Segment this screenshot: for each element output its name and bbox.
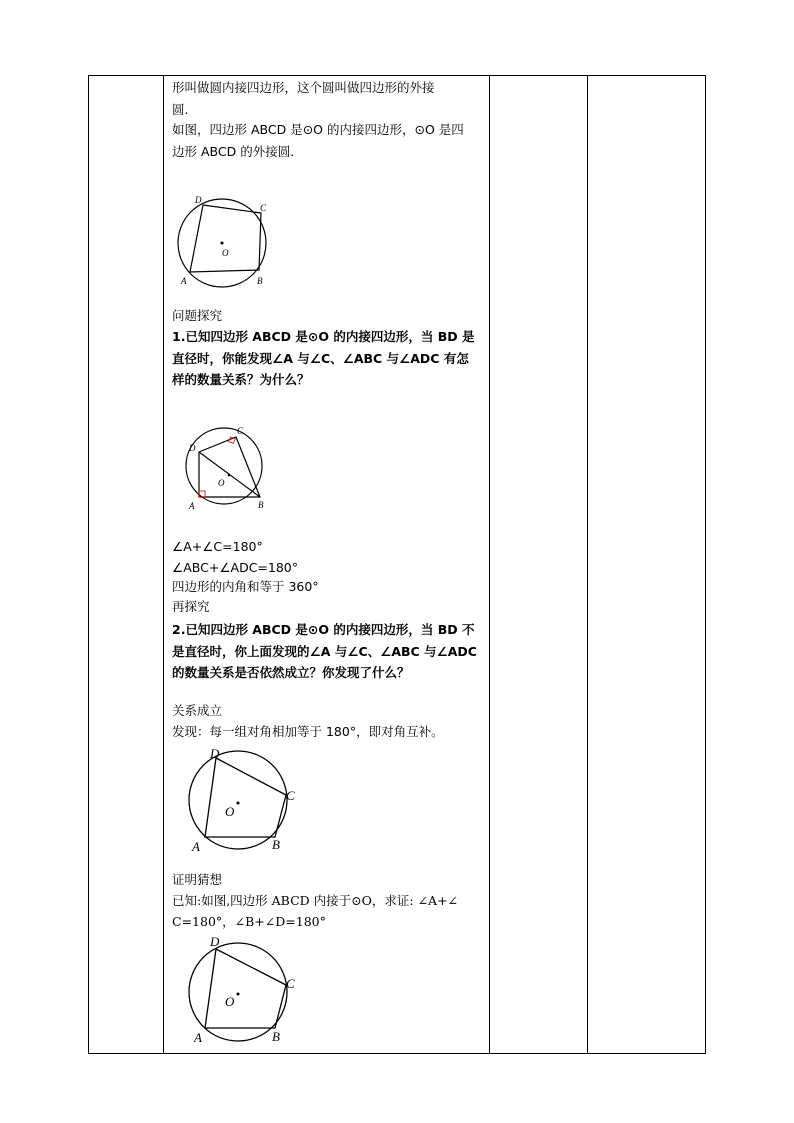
figure-inscribed-quadrilateral-3 [172,932,295,1045]
label-d: D [210,934,220,949]
label-c: C [286,788,295,803]
label-a: A [194,1030,202,1045]
quadrilateral-shape [190,205,261,272]
label-o: O [218,478,225,488]
question2-line-2: 是直径时，你上面发现的∠A 与∠C、∠ABC 与∠ADC [172,644,477,659]
circle-shape [189,943,287,1041]
center-point [228,474,231,477]
section-heading-relation: 关系成立 [172,703,223,718]
question2-line-3: 的数量关系是否依然成立？你发现了什么？ [172,665,410,680]
quadrilateral-shape [205,758,286,837]
result-line-3: 四边形的内角和等于 360° [172,579,319,594]
label-b: B [272,1029,280,1044]
lesson-table [88,75,706,1054]
section-heading-proof: 证明猜想 [172,872,223,887]
label-a: A [189,501,195,511]
question2-line-1: 2.已知四边形 ABCD 是⊙O 的内接四边形，当 BD 不 [172,622,475,637]
section-heading-explore: 问题探究 [172,308,223,323]
intro-line-1: 形叫做圆内接四边形，这个圆叫做四边形的外接 [172,80,435,95]
quadrilateral-shape [205,949,286,1028]
discovery-line: 发现：每一组对角相加等于 180°，即对角互补。 [172,724,444,739]
column-divider-2 [489,76,490,1053]
result-line-1: ∠A+∠C=180° [172,539,263,554]
label-d: D [210,746,220,761]
label-c: C [237,426,244,436]
circle-shape [189,751,287,849]
label-b: B [258,500,264,510]
figure-inscribed-quadrilateral-2 [172,745,295,854]
center-point [237,802,240,805]
figure-diameter-bd [172,420,272,512]
label-d: D [195,195,202,205]
result-line-2: ∠ABC+∠ADC=180° [172,560,299,575]
question1-line-3: 样的数量关系？为什么？ [172,372,310,387]
question1-line-2: 直径时，你能发现∠A 与∠C、∠ABC 与∠ADC 有怎 [172,351,469,366]
column-divider-1 [163,76,164,1053]
label-o: O [225,994,235,1009]
label-c: C [286,976,295,991]
quadrilateral-shape [199,437,260,497]
label-a: A [192,839,200,854]
label-o: O [222,248,229,258]
question1-line-1: 1.已知四边形 ABCD 是⊙O 的内接四边形，当 BD 是 [172,329,475,344]
label-b: B [257,276,263,286]
label-c: C [260,203,267,213]
label-b: B [272,837,280,852]
section-heading-re-explore: 再探究 [172,599,210,614]
intro-line-4: 边形 ABCD 的外接圆. [172,144,295,159]
proof-line-1: 已知:如图,四边形 ABCD 内接于⊙O，求证: ∠A+∠ [172,893,459,908]
center-point [237,993,240,996]
column-divider-3 [587,76,588,1053]
intro-line-3: 如图，四边形 ABCD 是⊙O 的内接四边形，⊙O 是四 [172,122,464,137]
figure-inscribed-quadrilateral-1 [172,190,272,290]
intro-line-2: 圆. [172,102,189,117]
label-o: O [225,804,235,819]
label-d: D [189,443,196,453]
circle-shape [186,428,262,504]
center-point [221,242,224,245]
proof-line-2: C=180°，∠B+∠D=180° [172,914,326,929]
label-a: A [181,276,187,286]
